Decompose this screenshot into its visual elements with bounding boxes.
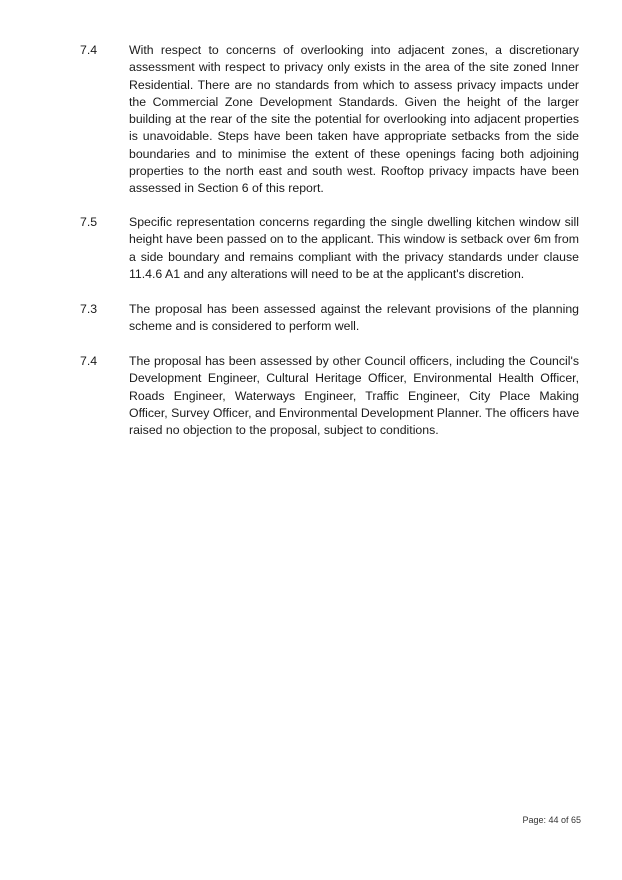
section-number: 7.4 (80, 354, 98, 368)
paragraph-line: building at the rear of the site the potential for overlooking into adjacent properties (129, 112, 579, 127)
paragraph-line: With respect to concerns of overlooking into adjacent zones, a discretionary (129, 43, 579, 57)
section-paragraph (129, 214, 579, 283)
section-paragraph (129, 42, 579, 198)
paragraph-line: Specific representation concerns regarding the single dwelling kitchen window sill (129, 215, 579, 229)
paragraph-line: Officer, Survey Officer, and Environmental Development Planner. The officers have (129, 405, 580, 420)
page-number: Page: 44 of 65 (522, 815, 581, 825)
paragraph-line: The proposal has been assessed by other Council officers, including the Council's (129, 354, 579, 368)
paragraph-line: properties to the north east and south west. Rooftop privacy impacts have been (129, 164, 579, 179)
paragraph-line: raised no objection to the proposal, subject to conditions. (129, 423, 439, 438)
paragraph-line: boundaries and to minimise the extent of these openings facing both adjoining (129, 146, 579, 161)
paragraph-line: 11.4.6 A1 and any alterations will need to be at the applicant's discretion. (129, 266, 525, 281)
paragraph-line: Residential. There are no standards from which to assess privacy impacts under (129, 77, 579, 92)
section-number: 7.4 (80, 43, 98, 57)
section-number: 7.3 (80, 302, 98, 316)
paragraph-line: The proposal has been assessed against the relevant provisions of the planning (129, 302, 579, 316)
section-paragraph (129, 301, 579, 336)
paragraph-line: assessment with respect to privacy only exists in the area of the site zoned Inner (129, 60, 579, 75)
section-paragraph (129, 353, 579, 439)
paragraph-line: is unavoidable. Steps have been taken have appropriate setbacks from the side (129, 129, 579, 144)
section-number: 7.5 (80, 215, 98, 229)
paragraph-line: assessed in Section 6 of this report. (129, 181, 324, 196)
paragraph-line: scheme and is considered to perform well. (129, 319, 360, 334)
paragraph-line: a side boundary and remains compliant with the privacy standards under clause (129, 249, 579, 264)
paragraph-line: Development Engineer, Cultural Heritage Officer, Environmental Health Officer, (129, 371, 579, 386)
paragraph-line: height have been passed on to the applicant. This window is setback over 6m from (129, 232, 579, 247)
paragraph-line: Roads Engineer, Waterways Engineer, Traffic Engineer, City Place Making (129, 388, 579, 403)
paragraph-line: the Commercial Zone Development Standards. Given the height of the larger (129, 94, 579, 109)
